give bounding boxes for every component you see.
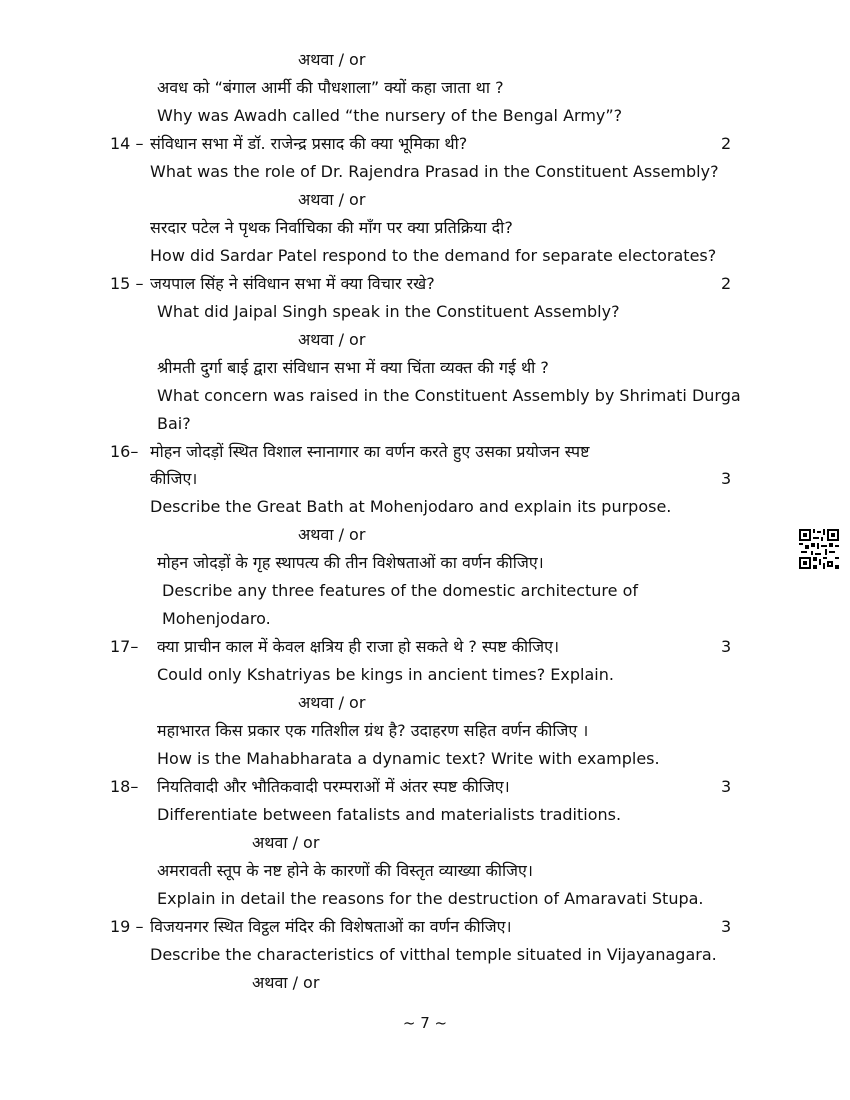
or-divider: अथवा / or (298, 525, 366, 544)
q14-alt-hindi: सरदार पटेल ने पृथक निर्वाचिका की माँग पर क्या प्रतिक्रिया दी? (150, 218, 513, 237)
q13-alt-hindi: अवध को “बंगाल आर्मी की पौधशाला” क्यों कहा जाता था ? (157, 78, 504, 97)
qr-code-icon (799, 529, 839, 569)
q16-alt-english-cont: Mohenjodaro. (162, 609, 271, 628)
q14-hindi: संविधान सभा में डॉ. राजेन्द्र प्रसाद की क्या भूमिका थी? (150, 134, 468, 153)
question-number-19: 19 – (110, 917, 144, 936)
q15-alt-english-cont: Bai? (157, 414, 191, 433)
q18-alt-hindi: अमरावती स्तूप के नष्ट होने के कारणों की विस्तृत व्याख्या कीजिए। (157, 861, 533, 880)
q14-alt-english: How did Sardar Patel respond to the demand for separate electorates? (150, 246, 717, 265)
question-number-18: 18– (110, 777, 139, 796)
or-divider: अथवा / or (298, 330, 366, 349)
or-divider: अथवा / or (298, 190, 366, 209)
q14-english: What was the role of Dr. Rajendra Prasad in the Constituent Assembly? (150, 162, 719, 181)
q16-hindi: मोहन जोदड़ों स्थित विशाल स्नानागार का वर्णन करते हुए उसका प्रयोजन स्पष्ट (150, 442, 590, 461)
page-number: ~ 7 ~ (402, 1014, 448, 1032)
q17-alt-hindi: महाभारत किस प्रकार एक गतिशील ग्रंथ है? उदाहरण सहित वर्णन कीजिए । (157, 721, 589, 740)
q15-hindi: जयपाल सिंह ने संविधान सभा में क्या विचार रखे? (150, 274, 435, 293)
q15-alt-english: What concern was raised in the Constituent Assembly by Shrimati Durga (157, 386, 741, 405)
q17-marks: 3 (721, 637, 732, 656)
q15-english: What did Jaipal Singh speak in the Constituent Assembly? (157, 302, 620, 321)
q19-marks: 3 (721, 917, 732, 936)
question-number-14: 14 – (110, 134, 144, 153)
q15-marks: 2 (721, 274, 732, 293)
q18-alt-english: Explain in detail the reasons for the destruction of Amaravati Stupa. (157, 889, 704, 908)
q16-hindi-cont: कीजिए। (150, 469, 198, 488)
q17-english: Could only Kshatriyas be kings in ancient times? Explain. (157, 665, 614, 684)
or-divider: अथवा / or (252, 973, 320, 992)
q18-english: Differentiate between fatalists and materialists traditions. (157, 805, 622, 824)
q13-alt-english: Why was Awadh called “the nursery of the Bengal Army”? (157, 106, 623, 125)
question-number-16: 16– (110, 442, 139, 461)
q16-alt-hindi: मोहन जोदड़ों के गृह स्थापत्य की तीन विशेषताओं का वर्णन कीजिए। (157, 553, 544, 572)
or-divider: अथवा / or (252, 833, 320, 852)
q16-marks: 3 (721, 469, 732, 488)
q16-alt-english: Describe any three features of the domestic architecture of (162, 581, 638, 600)
q18-hindi: नियतिवादी और भौतिकवादी परम्पराओं में अंतर स्पष्ट कीजिए। (157, 777, 510, 796)
q17-alt-english: How is the Mahabharata a dynamic text? Write with examples. (157, 749, 660, 768)
q16-english: Describe the Great Bath at Mohenjodaro and explain its purpose. (150, 497, 672, 516)
question-number-15: 15 – (110, 274, 144, 293)
q17-hindi: क्या प्राचीन काल में केवल क्षत्रिय ही राजा हो सकते थे ? स्पष्ट कीजिए। (157, 637, 560, 656)
q15-alt-hindi: श्रीमती दुर्गा बाई द्वारा संविधान सभा में क्या चिंता व्यक्त की गई थी ? (157, 358, 549, 377)
or-divider: अथवा / or (298, 50, 366, 69)
q19-hindi: विजयनगर स्थित विट्ठल मंदिर की विशेषताओं का वर्णन कीजिए। (150, 917, 512, 936)
q14-marks: 2 (721, 134, 732, 153)
q19-english: Describe the characteristics of vitthal temple situated in Vijayanagara. (150, 945, 717, 964)
question-number-17: 17– (110, 637, 139, 656)
or-divider: अथवा / or (298, 693, 366, 712)
q18-marks: 3 (721, 777, 732, 796)
